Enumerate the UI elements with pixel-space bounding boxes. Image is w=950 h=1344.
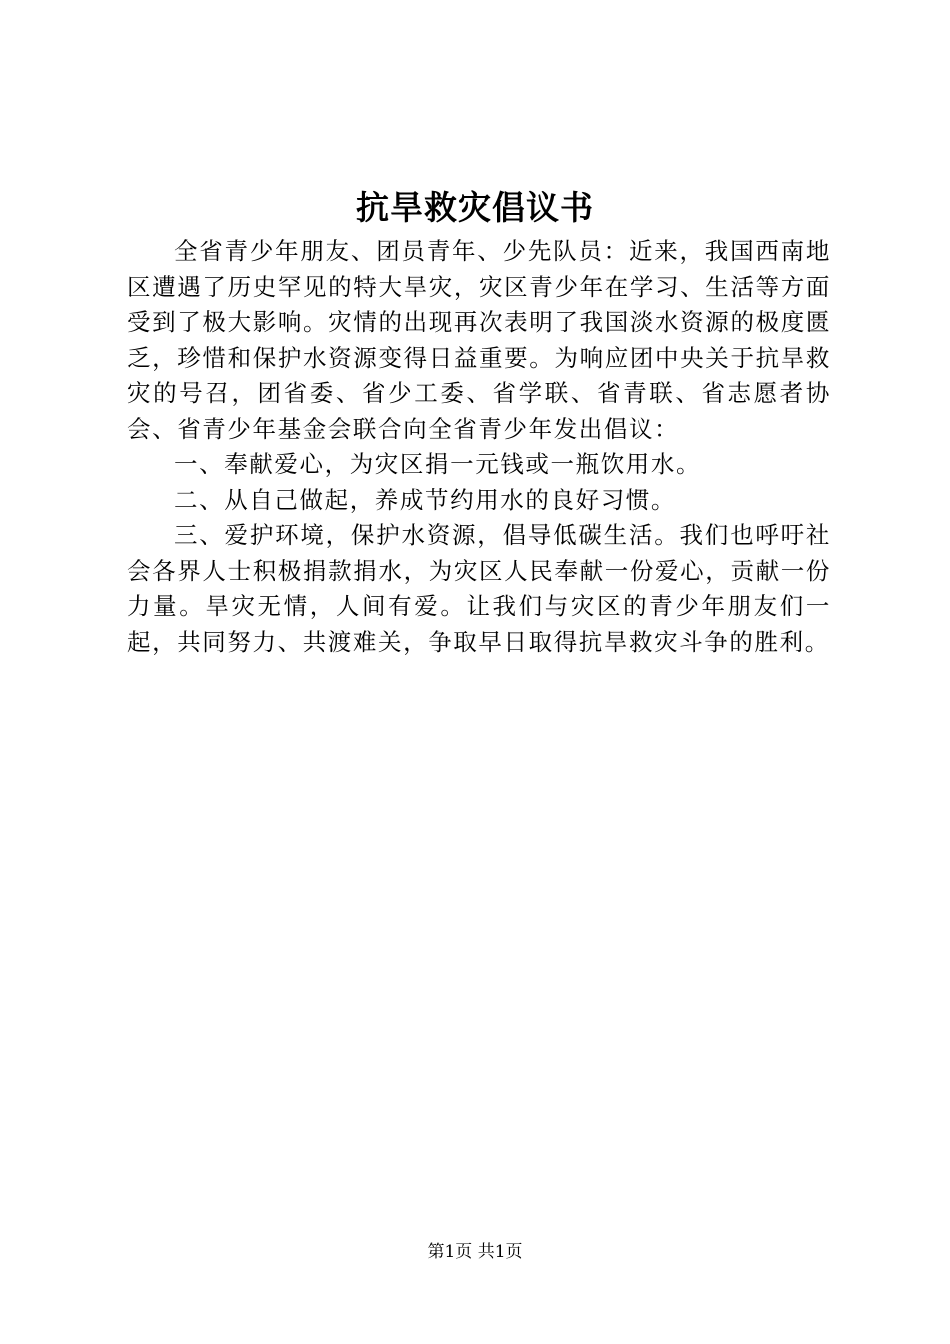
page-number-footer: 第1页 共1页 (427, 1242, 523, 1262)
paragraph-item-1: 一、奉献爱心，为灾区捐一元钱或一瓶饮用水。 (174, 450, 702, 478)
paragraph-intro: 全省青少年朋友、团员青年、少先队员：近来，我国西南地区遭遇了历史罕见的特大旱灾，灾区青少年在学习、生活等方面受到了极大影响。灾情的出现再次表明了我国淡水资源的极度匮乏，珍惜和保护水资源变得日益重要。为响应团中央关于抗旱救灾的号召，团省委、省少工委、省学联、省青联、省志愿者协会、省青少年基金会联合向全省青少年发出倡议： (127, 237, 831, 443)
document-title: 抗旱救灾倡议书 (356, 188, 594, 227)
paragraph-item-3: 三、爱护环境，保护水资源，倡导低碳生活。我们也呼吁社会各界人士积极捐款捐水，为灾区人民奉献一份爱心，贡献一份力量。旱灾无情，人间有爱。让我们与灾区的青少年朋友们一起，共同努力、共渡难关，争取早日取得抗旱救灾斗争的胜利。 (127, 521, 831, 656)
document-body (127, 234, 831, 660)
paragraph-item-2: 二、从自己做起，养成节约用水的良好习惯。 (174, 485, 676, 514)
